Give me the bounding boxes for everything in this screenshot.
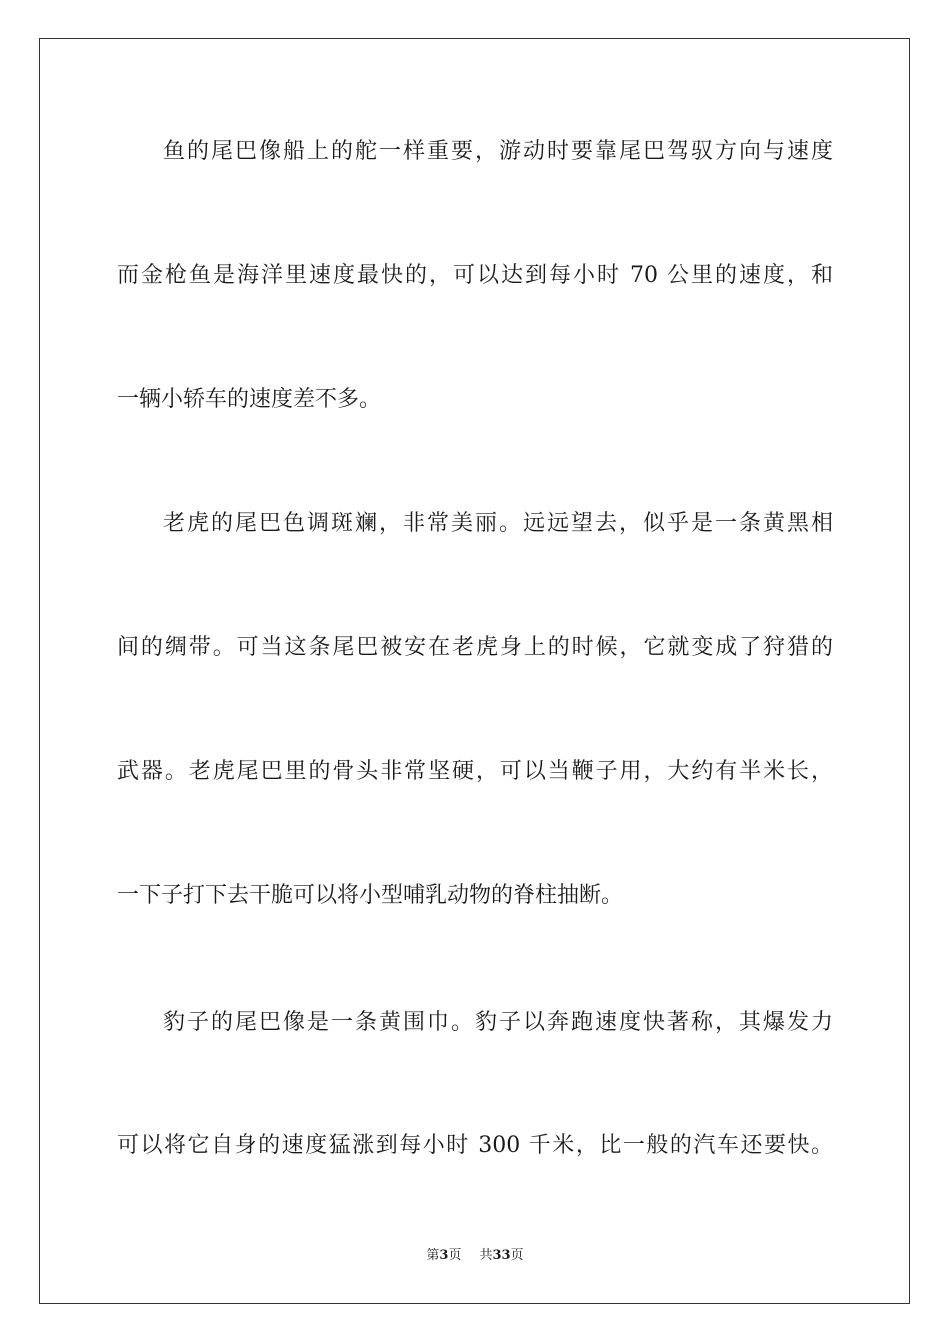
paragraph-1-line-1: 鱼的尾巴像船上的舵一样重要，游动时要靠尾巴驾驭方向与速度 <box>163 139 833 164</box>
paragraph-1-line-2: 而金枪鱼是海洋里速度最快的，可以达到每小时 70 公里的速度，和 <box>117 263 833 288</box>
footer-total-pages: 33 <box>492 1248 511 1263</box>
footer-page-prefix: 第 <box>426 1248 440 1263</box>
paragraph-2-line-4: 一下子打下去干脆可以将小型哺乳动物的脊柱抽断。 <box>117 883 624 908</box>
paragraph-3-line-2: 可以将它自身的速度猛涨到每小时 300 千米，比一般的汽车还要快。 <box>117 1133 833 1158</box>
paragraph-2-line-2: 间的绸带。可当这条尾巴被安在老虎身上的时候，它就变成了狩猎的 <box>117 635 833 660</box>
footer-total-suffix: 页 <box>510 1248 524 1263</box>
paragraph-2-line-3: 武器。老虎尾巴里的骨头非常坚硬，可以当鞭子用，大约有半米长， <box>117 759 833 784</box>
page-border <box>39 38 910 1304</box>
paragraph-2-line-1: 老虎的尾巴色调斑斓，非常美丽。远远望去，似乎是一条黄黑相 <box>163 511 833 536</box>
footer-page-number: 3 <box>439 1248 449 1263</box>
footer-total-prefix: 共 <box>479 1248 493 1263</box>
footer-page-suffix: 页 <box>448 1248 462 1263</box>
page-footer <box>0 1247 950 1265</box>
paragraph-3-line-1: 豹子的尾巴像是一条黄围巾。豹子以奔跑速度快著称，其爆发力 <box>163 1010 833 1035</box>
paragraph-1-line-3: 一辆小轿车的速度差不多。 <box>117 387 382 412</box>
